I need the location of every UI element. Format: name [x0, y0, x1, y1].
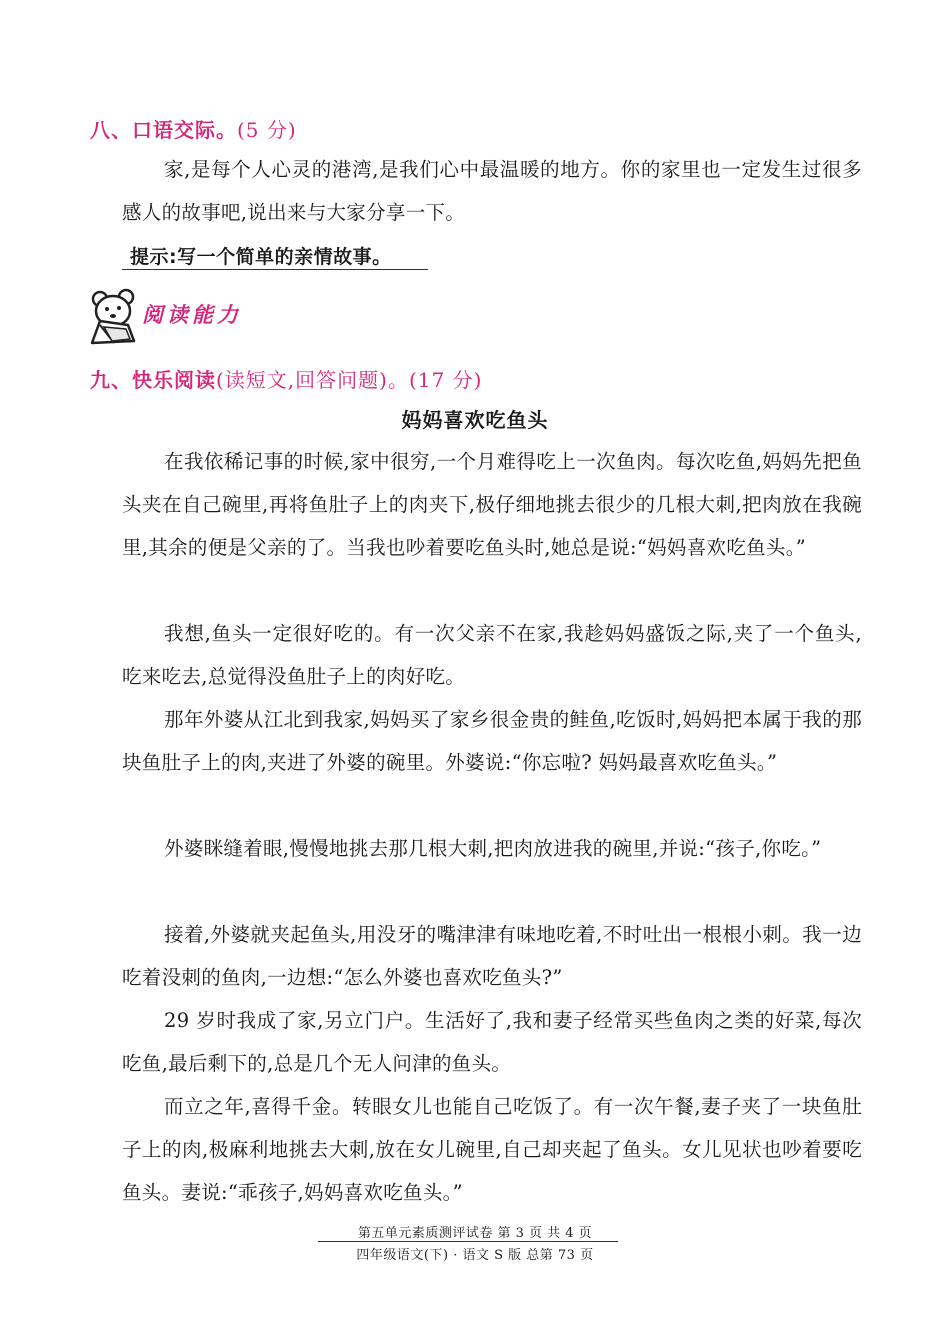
section-8-title: 八、口语交际。	[90, 118, 237, 142]
footer-line-1: 第五单元素质测评试卷 第 3 页 共 4 页	[357, 1226, 593, 1241]
article-paragraph: 在我依稀记事的时候,家中很穷,一个月难得吃上一次鱼肉。每次吃鱼,妈妈先把鱼头夹在自己碗里,再将鱼肚子上的肉夹下,极仔细地挑去很少的几根大刺,把肉放在我碗里,其余的便是父亲的了。当我也吵着要吃鱼头时,她总是说:“妈妈喜欢吃鱼头。”	[122, 450, 862, 559]
section-8-heading	[90, 114, 297, 143]
article-paragraph: 外婆眯缝着眼,慢慢地挑去那几根大刺,把肉放进我的碗里,并说:“孩子,你吃。”	[164, 837, 822, 860]
section-8-score: (5 分)	[237, 118, 297, 142]
article-paragraph: 那年外婆从江北到我家,妈妈买了家乡很金贵的鲑鱼,吃饭时,妈妈把本属于我的那块鱼肚子上的肉,夹进了外婆的碗里。外婆说:“你忘啦? 妈妈最喜欢吃鱼头。”	[122, 708, 862, 774]
footer-line-2: 四年级语文(下) · 语文 S 版 总第 73 页	[356, 1248, 594, 1263]
section-8-paragraph: 家,是每个人心灵的港湾,是我们心中最温暖的地方。你的家里也一定发生过很多感人的故事吧,说出来与大家分享一下。	[122, 158, 862, 224]
hint-underline	[122, 269, 428, 270]
article-paragraph: 而立之年,喜得千金。转眼女儿也能自己吃饭了。有一次午餐,妻子夹了一块鱼肚子上的肉,极麻利地挑去大刺,放在女儿碗里,自己却夹起了鱼头。女儿见状也吵着要吃鱼头。妻说:“乖孩子,妈妈喜欢吃鱼头。”	[122, 1095, 862, 1204]
hint-text: 提示:写一个简单的亲情故事。	[130, 246, 392, 268]
reading-ability-banner	[86, 285, 346, 347]
article-paragraph: 29 岁时我成了家,另立门户。生活好了,我和妻子经常买些鱼肉之类的好菜,每次吃鱼,最后剩下的,总是几个无人问津的鱼头。	[122, 1009, 862, 1075]
article-paragraph: 接着,外婆就夹起鱼头,用没牙的嘴津津有味地吃着,不时吐出一根根小刺。我一边吃着没刺的鱼肉,一边想:“怎么外婆也喜欢吃鱼头?”	[122, 923, 862, 989]
section-9-title: 九、快乐阅读	[90, 368, 216, 392]
section-9-heading	[90, 364, 482, 393]
footer-divider	[318, 1241, 618, 1242]
article-title: 妈妈喜欢吃鱼头	[401, 408, 549, 432]
article-paragraph: 我想,鱼头一定很好吃的。有一次父亲不在家,我趁妈妈盛饭之际,夹了一个鱼头,吃来吃去,总觉得没鱼肚子上的肉好吃。	[122, 622, 862, 688]
bear-reading-icon	[86, 285, 146, 347]
reading-ability-title: 阅读能力	[142, 303, 242, 327]
section-9-subtitle: (读短文,回答问题)。(17 分)	[216, 368, 483, 392]
